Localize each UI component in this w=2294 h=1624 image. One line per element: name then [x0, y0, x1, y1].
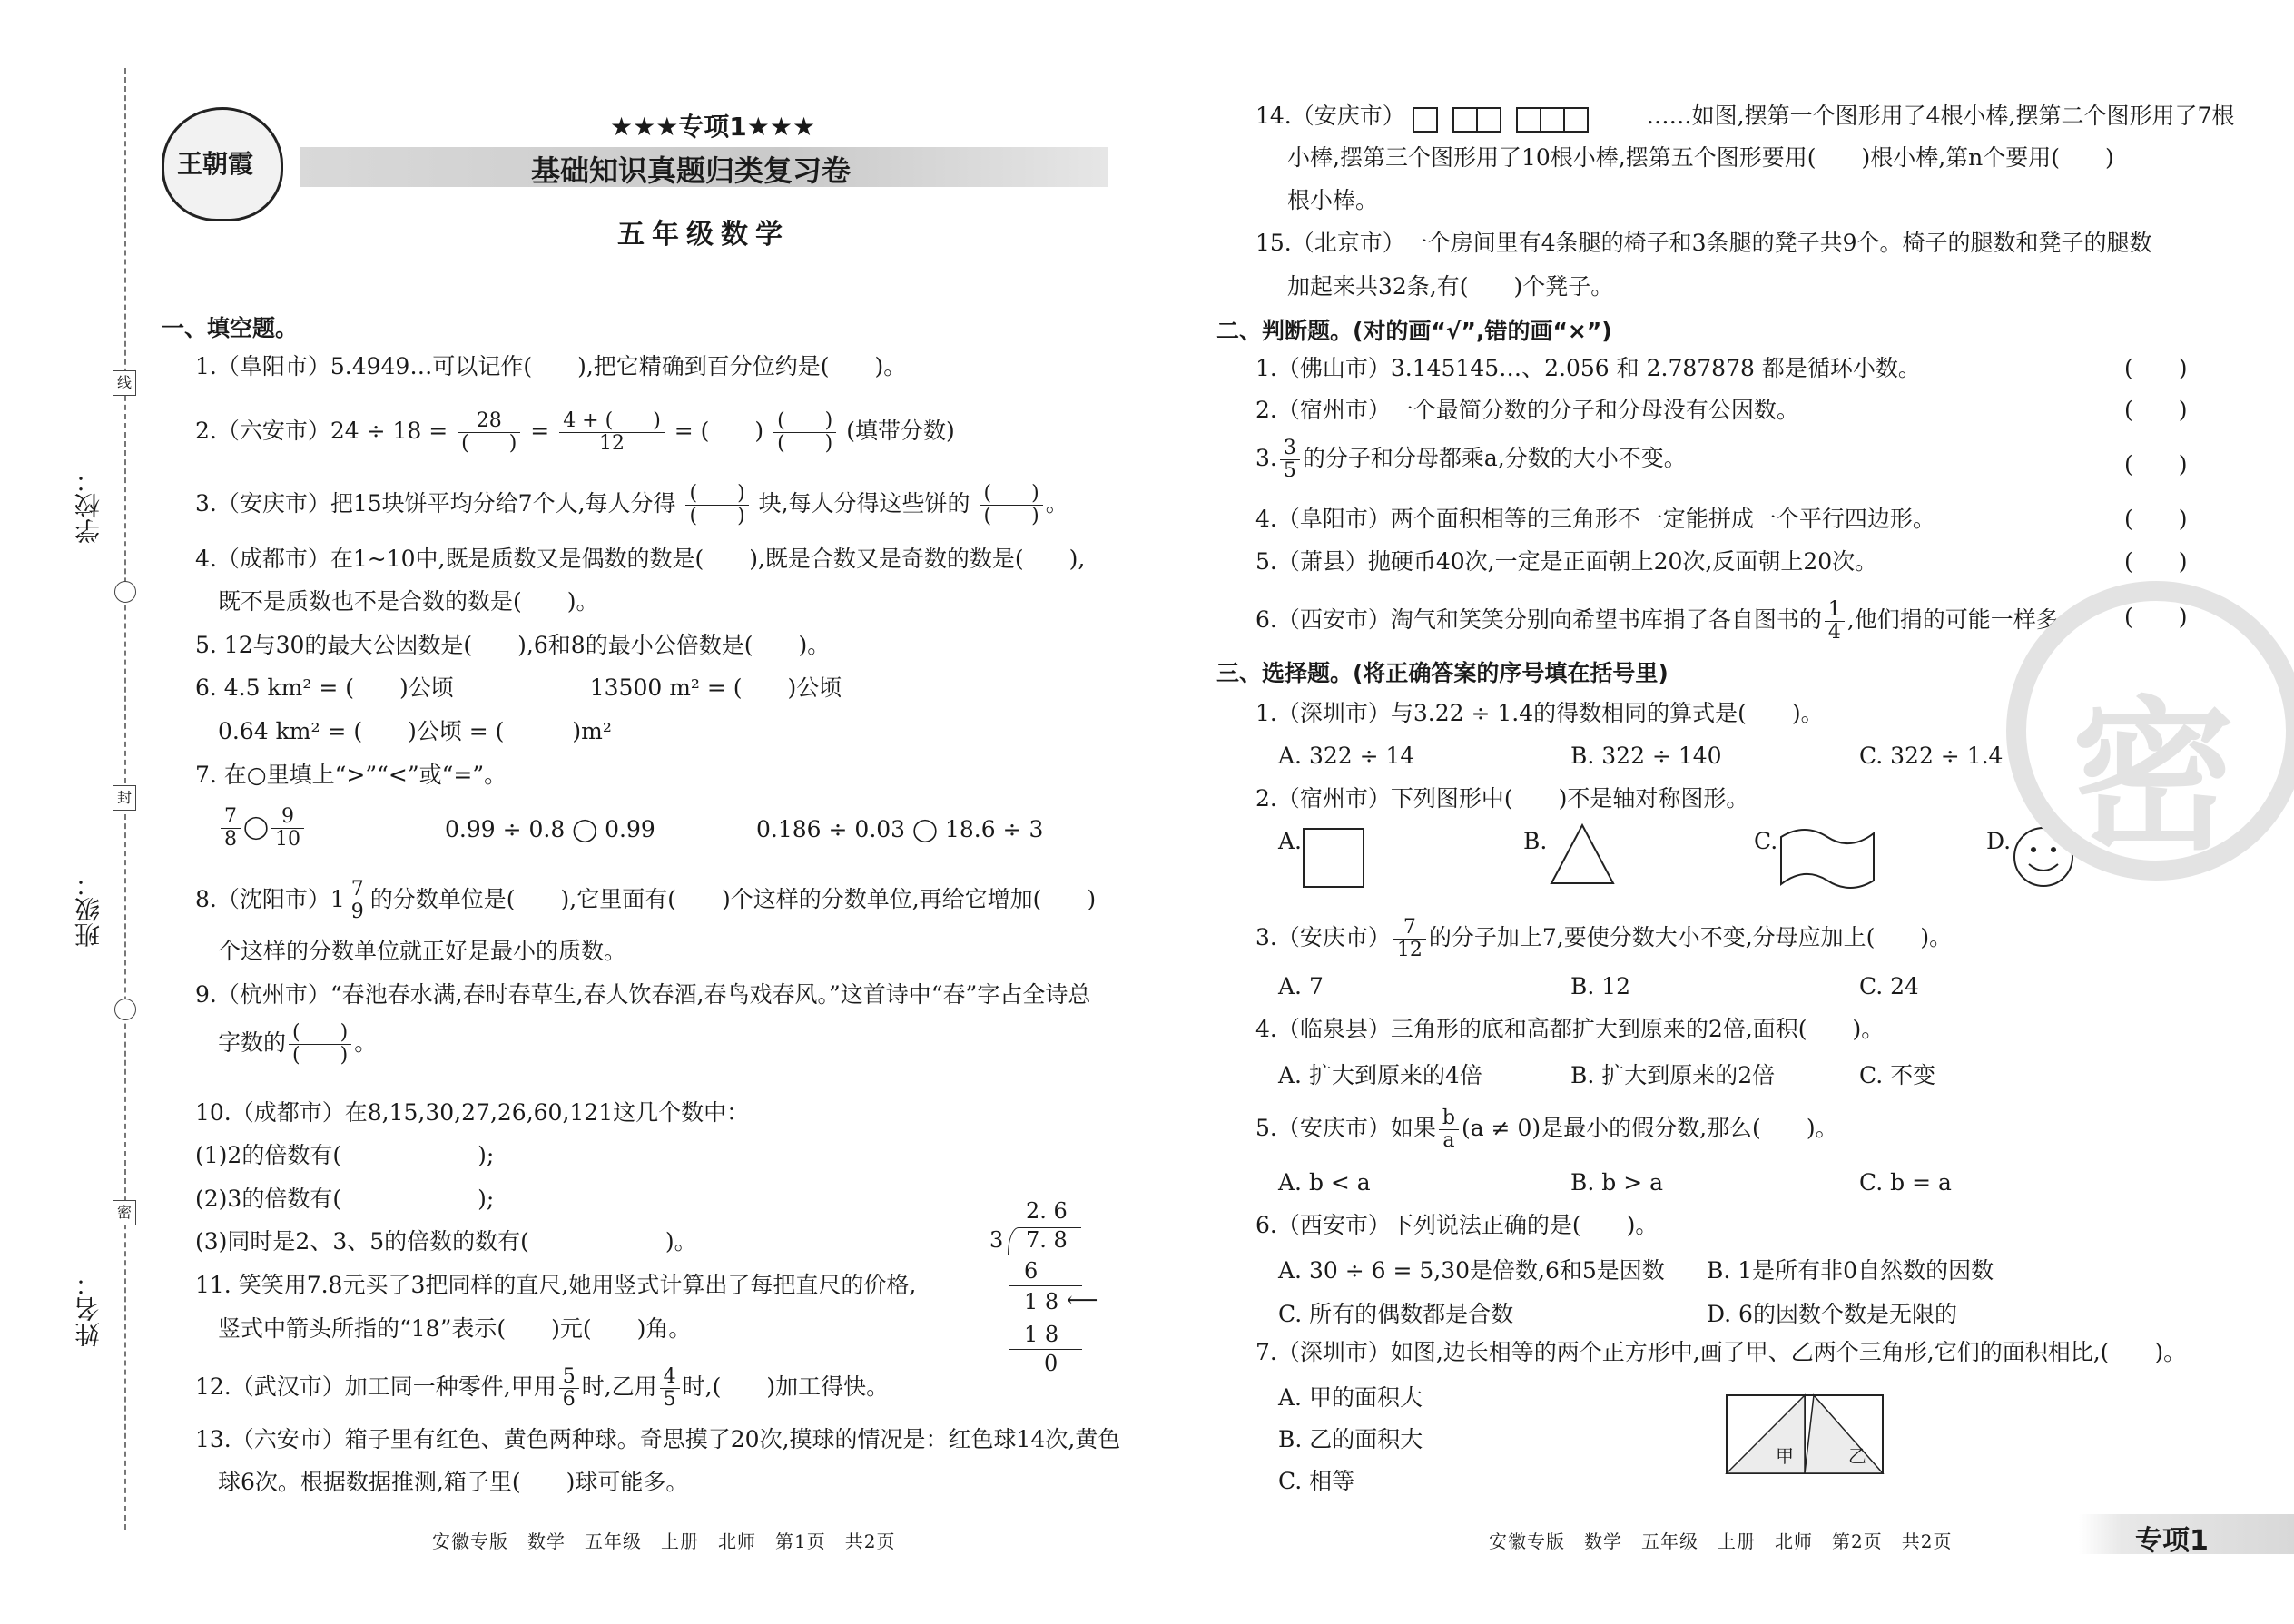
- brand-logo: 王朝霞: [162, 107, 283, 221]
- question-fill-10-3: (3)同时是2、3、5的倍数的数有( )。: [195, 1228, 697, 1255]
- question-fill-10: 10.（成都市）在8,15,30,27,26,60,121这几个数中：: [195, 1099, 750, 1126]
- answer-paren-judge-4[interactable]: ( ): [2124, 506, 2188, 532]
- question-fill-10-2: (2)3的倍数有( );: [195, 1186, 495, 1212]
- binding-mark-feng: 封: [113, 785, 136, 811]
- choice-5-c[interactable]: C. b = a: [1859, 1169, 1952, 1196]
- question-judge-2: 2.（宿州市）一个最简分数的分子和分母没有公因数。: [1255, 397, 1799, 423]
- wavy-rectangle-shape: [1777, 826, 1877, 891]
- choice-7-b[interactable]: B. 乙的面积大: [1278, 1426, 1423, 1452]
- page-title: 基础知识真题归类复习卷: [531, 153, 852, 188]
- choice-6-a[interactable]: A. 30 ÷ 6 = 5,30是倍数,6和5是因数: [1278, 1257, 1665, 1284]
- question-fill-4-line2: 既不是质数也不是合数的数是( )。: [218, 588, 599, 615]
- question-fill-12: 12.（武汉市）加工同一种零件,甲用 $\frac{5}{6}$ 时,乙用 $\frac{4}{5}$ 时,( )加工得快。: [195, 1365, 890, 1411]
- question-judge-6: 6.（西安市）淘气和笑笑分别向希望书库捐了各自图书的 $\frac{1}{4}$ ,他们捐的可能一样多。: [1255, 598, 2082, 644]
- question-judge-3: 3. $\frac{3}{5}$ 的分子和分母都乘a,分数的大小不变。: [1255, 437, 1687, 482]
- name-label: 姓名：: [74, 1271, 103, 1347]
- question-fill-5: 5. 12与30的最大公因数是( ),6和8的最小公倍数是( )。: [195, 632, 831, 658]
- question-judge-5: 5.（萧县）抛硬币40次,一定是正面朝上20次,反面朝上20次。: [1255, 548, 1878, 575]
- answer-paren-judge-2[interactable]: ( ): [2124, 397, 2188, 423]
- question-fill-15-line2: 加起来共32条,有( )个凳子。: [1287, 273, 1614, 300]
- choice-2-b[interactable]: B.: [1523, 828, 1548, 854]
- binding-hole: [114, 581, 136, 603]
- choice-7-c[interactable]: C. 相等: [1278, 1468, 1355, 1494]
- question-judge-4: 4.（阜阳市）两个面积相等的三角形不一定能拼成一个平行四边形。: [1255, 506, 1935, 532]
- question-choice-2: 2.（宿州市）下列图形中( )不是轴对称图形。: [1255, 785, 1749, 812]
- triangle-label-jia: 甲: [1776, 1445, 1794, 1467]
- question-choice-4: 4.（临泉县）三角形的底和高都扩大到原来的2倍,面积( )。: [1255, 1016, 1885, 1042]
- question-fill-13-line1: 13.（六安市）箱子里有红色、黄色两种球。奇思摸了20次,摸球的情况是：红色球14次,黄色: [195, 1426, 1121, 1452]
- class-label: 班级：: [74, 871, 103, 948]
- question-judge-1: 1.（佛山市）3.145145…、2.056 和 2.787878 都是循环小数。: [1255, 355, 1921, 381]
- answer-paren-judge-1[interactable]: ( ): [2124, 355, 2188, 381]
- question-fill-8-line1: 8.（沈阳市）1 $\frac{7}{9}$ 的分数单位是( ),它里面有( )个这样的分数单位,再给它增加( ): [195, 878, 1097, 923]
- footer-left: 安徽专版 数学 五年级 上册 北师 第1页 共2页: [432, 1530, 896, 1552]
- question-fill-1: 1.（阜阳市）5.4949…可以记作( ),把它精确到百分位约是( )。: [195, 353, 907, 379]
- choice-5-b[interactable]: B. b > a: [1570, 1169, 1664, 1196]
- binding-mark-mi: 密: [113, 1200, 136, 1225]
- footer-series-tab: 专项1: [2079, 1514, 2294, 1554]
- question-fill-9-line1: 9.（杭州市）“春池春水满,春时春草生,春人饮春酒,春鸟戏春风。”这首诗中“春”字占全诗总: [195, 981, 1091, 1008]
- question-fill-14-line1: 14.（安庆市） ……如图,摆第一个图形用了4根小棒,摆第二个图形用了7根: [1255, 102, 2234, 131]
- question-fill-7a: $\frac{7}{8}$ ◯ $\frac{9}{10}$: [218, 806, 307, 851]
- choice-6-c[interactable]: C. 所有的偶数都是合数: [1278, 1301, 1514, 1327]
- question-fill-10-1: (1)2的倍数有( );: [195, 1142, 495, 1168]
- choice-4-c[interactable]: C. 不变: [1859, 1062, 1936, 1088]
- triangle-shape: [1548, 822, 1617, 887]
- choice-2-c[interactable]: C.: [1754, 828, 1778, 854]
- question-fill-7b: 0.99 ÷ 0.8 ◯ 0.99: [445, 816, 655, 842]
- section-fill: 一、填空题。: [162, 315, 299, 341]
- question-fill-3: 3.（安庆市）把15块饼平均分给7个人,每人分得 $\frac{( )}{( )}$ 块,每人分得这些饼的 $\frac{( )}{( )}$ 。: [195, 482, 1068, 527]
- choice-3-c[interactable]: C. 24: [1859, 973, 1919, 999]
- binding-mark-xian: 线: [113, 370, 136, 396]
- answer-paren-judge-6[interactable]: ( ): [2124, 604, 2188, 630]
- choice-6-d[interactable]: D. 6的因数个数是无限的: [1707, 1301, 1957, 1327]
- choice-4-a[interactable]: A. 扩大到原来的4倍: [1278, 1062, 1482, 1088]
- question-choice-1: 1.（深圳市）与3.22 ÷ 1.4的得数相同的算式是( )。: [1255, 700, 1824, 726]
- question-fill-6-line1: 6. 4.5 km² = ( )公顷 13500 m² = ( )公顷: [195, 674, 842, 701]
- school-label: 学校：: [74, 468, 103, 544]
- matchstick-squares-figure: [1413, 105, 1639, 131]
- question-fill-7: 7. 在○里填上“>”“<”或“=”。: [195, 762, 507, 788]
- question-choice-7: 7.（深圳市）如图,边长相等的两个正方形中,画了甲、乙两个三角形,它们的面积相比,( )。: [1255, 1339, 2187, 1365]
- section-choice: 三、选择题。(将正确答案的序号填在括号里): [1216, 660, 1669, 686]
- section-judge: 二、判断题。(对的画“√”,错的画“×”): [1216, 318, 1612, 344]
- question-fill-6-line2: 0.64 km² = ( )公顷 = ( )m²: [218, 718, 612, 744]
- choice-4-b[interactable]: B. 扩大到原来的2倍: [1570, 1062, 1776, 1088]
- question-fill-14-line2: 小棒,摆第三个图形用了10根小棒,摆第五个图形要用( )根小棒,第n个要用( ): [1287, 144, 2114, 171]
- question-choice-5: 5.（安庆市）如果 $\frac{b}{a}$ (a ≠ 0)是最小的假分数,那么( )。: [1255, 1107, 1838, 1152]
- question-fill-4-line1: 4.（成都市）在1~10中,既是质数又是偶数的数是( ),既是合数又是奇数的数是( ),: [195, 546, 1086, 572]
- triangle-label-yi: 乙: [1848, 1445, 1866, 1467]
- answer-paren-judge-3[interactable]: ( ): [2124, 451, 2188, 477]
- question-choice-6: 6.（西安市）下列说法正确的是( )。: [1255, 1212, 1659, 1238]
- choice-1-a[interactable]: A. 322 ÷ 14: [1278, 743, 1415, 769]
- choice-3-b[interactable]: B. 12: [1570, 973, 1631, 999]
- long-division-figure: 2. 6 3 7. 8 6 1 8 ⟵ 1 8 0: [989, 1198, 1098, 1376]
- question-fill-13-line2: 球6次。根据数据推测,箱子里( )球可能多。: [218, 1469, 689, 1495]
- question-fill-9-line2: 字数的 $\frac{( )}{( )}$ 。: [218, 1021, 378, 1067]
- question-fill-8-line2: 个这样的分数单位就正好是最小的质数。: [218, 938, 627, 964]
- arrow-left-icon: ⟵: [1067, 1287, 1098, 1313]
- answer-paren-judge-5[interactable]: ( ): [2124, 548, 2188, 575]
- choice-7-a[interactable]: A. 甲的面积大: [1278, 1384, 1423, 1411]
- choice-6-b[interactable]: B. 1是所有非0自然数的因数: [1707, 1257, 1994, 1284]
- choice-5-a[interactable]: A. b < a: [1278, 1169, 1371, 1196]
- choice-1-c[interactable]: C. 322 ÷ 1.4: [1859, 743, 2004, 769]
- series-tag: ★★★专项1★★★: [610, 112, 816, 142]
- question-fill-2: 2.（六安市）24 ÷ 18 = $\frac{28}{( )}$ = $\frac{4 + ( )}{12}$ = ( ) $\frac{( )}{( )}$ (填带分数): [195, 409, 955, 455]
- question-fill-14-line3: 根小棒。: [1287, 187, 1379, 213]
- question-fill-11-line1: 11. 笑笑用7.8元买了3把同样的直尺,她用竖式计算出了每把直尺的价格,: [195, 1272, 917, 1298]
- question-fill-15-line1: 15.（北京市）一个房间里有4条腿的椅子和3条腿的凳子共9个。椅子的腿数和凳子的腿数: [1255, 230, 2152, 256]
- footer-right: 安徽专版 数学 五年级 上册 北师 第2页 共2页: [1489, 1530, 1953, 1552]
- square-shape: [1303, 828, 1364, 888]
- question-choice-3: 3.（安庆市） $\frac{7}{12}$ 的分子加上7,要使分数大小不变,分母应加上( )。: [1255, 916, 1953, 961]
- question-fill-11-line2: 竖式中箭头所指的“18”表示( )元( )角。: [218, 1315, 692, 1342]
- choice-2-a[interactable]: A.: [1278, 828, 1303, 854]
- page-subtitle: 五年级数学: [617, 219, 790, 251]
- binding-hole: [114, 999, 136, 1020]
- choice-3-a[interactable]: A. 7: [1278, 973, 1324, 999]
- choice-1-b[interactable]: B. 322 ÷ 140: [1570, 743, 1722, 769]
- choice-2-d[interactable]: D.: [1986, 828, 2012, 854]
- watermark-seal: 密: [2006, 581, 2294, 881]
- question-fill-7c: 0.186 ÷ 0.03 ◯ 18.6 ÷ 3: [756, 816, 1044, 842]
